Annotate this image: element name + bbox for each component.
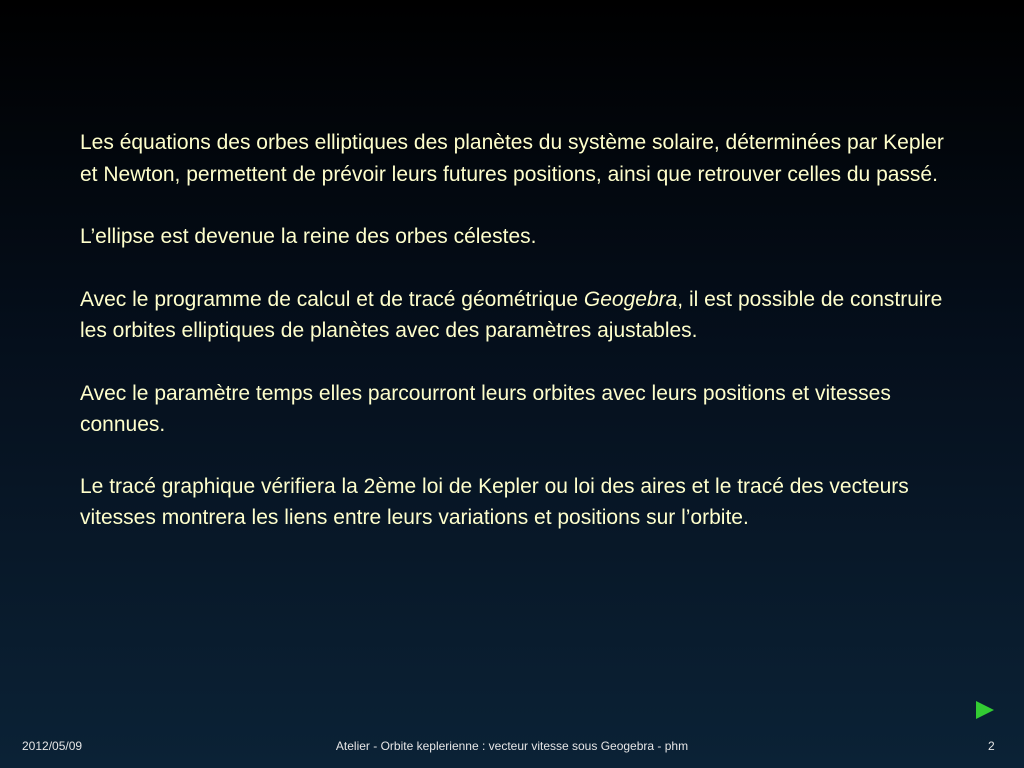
next-slide-button[interactable] xyxy=(974,698,996,722)
paragraph-geogebra-start: Avec le programme de calcul et de tracé géométrique xyxy=(80,287,584,311)
footer-date: 2012/05/09 xyxy=(22,739,83,753)
footer-title-wrap xyxy=(0,738,1024,754)
slide-body xyxy=(80,127,960,563)
paragraph-second-law: Le tracé graphique vérifiera la 2ème loi de Kepler ou loi des aires et le tracé des vecteurs vitesses montrera les liens entre leurs variations et positions sur l’orbite. xyxy=(80,474,909,529)
paragraph-ellipse: L’ellipse est devenue la reine des orbes célestes. xyxy=(80,225,537,248)
paragraph-kepler-newton: Les équations des orbes elliptiques des planètes du système solaire, déterminées par Kepler et Newton, permettent de prévoir leurs futures positions, ainsi que retrouver celles du passé. xyxy=(80,131,944,186)
play-triangle-right-icon xyxy=(974,698,996,722)
geogebra-emphasis: Geogebra xyxy=(583,287,678,311)
paragraph-time-parameter: Avec le paramètre temps elles parcourront leurs orbites avec leurs positions et vitesses connues. xyxy=(80,381,891,436)
footer-page-number: 2 xyxy=(988,739,995,753)
paragraph-geogebra xyxy=(80,284,960,347)
footer-title: Atelier - Orbite keplerienne : vecteur vitesse sous Geogebra - phm xyxy=(335,739,689,753)
paragraph-geogebra-end: , il est possible de construire les orbites elliptiques de planètes avec des paramètres ajustables. xyxy=(80,287,943,342)
